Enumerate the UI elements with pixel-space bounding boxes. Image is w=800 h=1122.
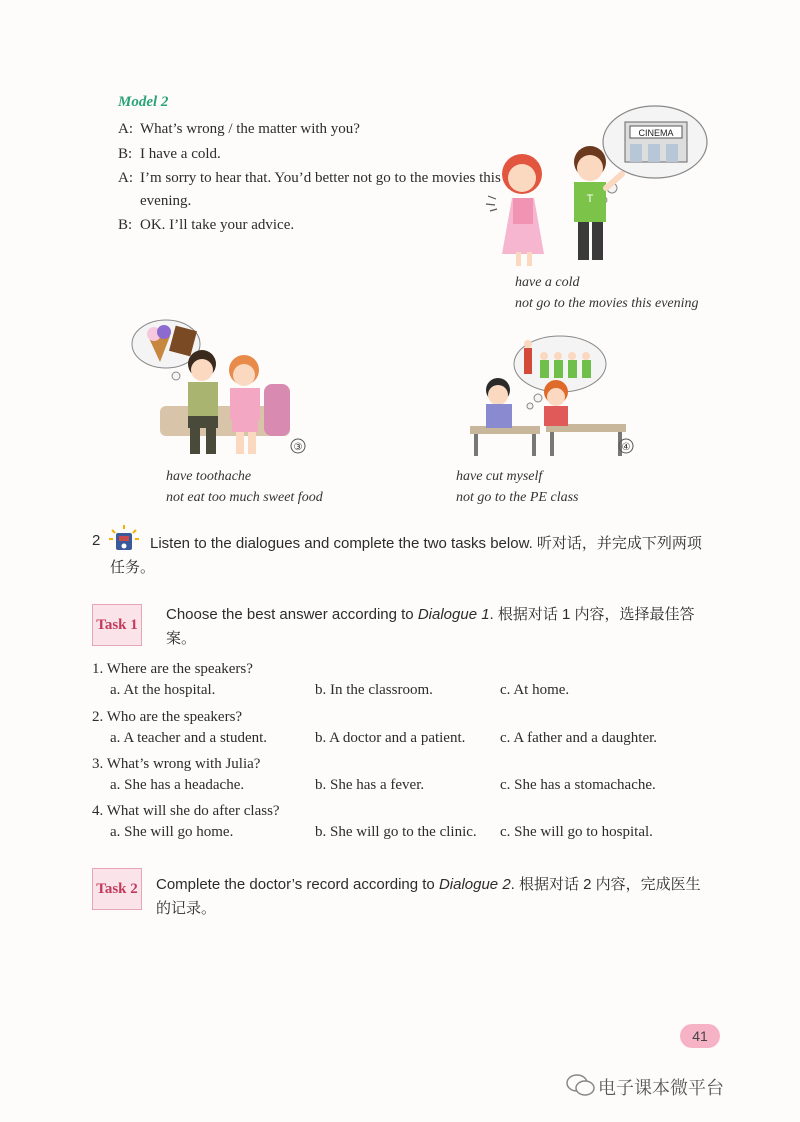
line-text: What’s wrong / the matter with you? (140, 121, 360, 137)
line-text: evening. (140, 193, 192, 209)
task2-text-after: . 根据对话 2 内容，完成医生 (510, 876, 701, 893)
task2-instruction (156, 873, 701, 894)
question-2: 2. Who are the speakers? (92, 709, 243, 725)
picture-caption-line1: have a cold (515, 275, 580, 290)
task1-text-before: Choose the best answer according to (166, 606, 418, 623)
speaker-label: B: (118, 146, 133, 162)
svg-text:T: T (586, 193, 594, 205)
option-c: c. She has a stomachache. (500, 777, 656, 793)
option-a: a. At the hospital. (110, 682, 216, 698)
task1-badge: Task 1 (92, 604, 142, 646)
exercise-instruction: Listen to the dialogues and complete the two tasks below. 听对话，并完成下列两项 (150, 535, 702, 552)
task1-dialogue: Dialogue 1 (417, 606, 490, 623)
picture-number: ③ (293, 442, 303, 453)
question-1: 1. Where are the speakers? (92, 661, 253, 677)
option-b: b. She will go to the clinic. (315, 824, 477, 840)
option-b: b. She has a fever. (315, 777, 425, 793)
picture-caption-line2: not go to the movies this evening (515, 296, 699, 311)
task2-text-before: Complete the doctor’s record according to (156, 876, 439, 893)
listening-icon (108, 524, 140, 554)
dialogue-line (118, 190, 191, 212)
cut-finger-illustration (460, 334, 640, 458)
option-c: c. A father and a daughter. (500, 730, 658, 746)
question-4: 4. What will she do after class? (92, 803, 280, 819)
line-text: I have a cold. (140, 146, 221, 162)
option-a: a. A teacher and a student. (110, 730, 268, 746)
cinema-sign: CINEMA (638, 128, 674, 138)
task2-dialogue: Dialogue 2 (438, 876, 511, 893)
exercise-number: 2 (92, 532, 101, 549)
task2-badge: Task 2 (92, 868, 142, 910)
option-c: c. At home. (500, 682, 570, 698)
exercise-instruction-cont: 任务。 (110, 559, 156, 576)
task1-instruction-cont: 案。 (166, 630, 197, 647)
picture-caption-line2: not go to the PE class (456, 490, 579, 505)
option-b: b. A doctor and a patient. (315, 730, 466, 746)
option-a: a. She has a headache. (110, 777, 245, 793)
speaker-label: A: (118, 121, 133, 137)
speaker-label: B: (118, 217, 133, 233)
toothache-illustration (130, 318, 310, 458)
cold-cinema-illustration (480, 104, 710, 269)
picture-caption-line1: have cut myself (456, 469, 543, 484)
dialogue-line (118, 214, 294, 236)
question-3: 3. What’s wrong with Julia? (92, 756, 261, 772)
task1-instruction (166, 603, 695, 624)
picture-number: ④ (621, 442, 631, 453)
dialogue-line (118, 118, 360, 140)
task1-text-after: . 根据对话 1 内容，选择最佳答 (489, 606, 695, 623)
speaker-label: A: (118, 170, 133, 186)
line-text: OK. I’ll take your advice. (140, 217, 295, 233)
wechat-icon (566, 1072, 596, 1098)
dialogue-line (118, 167, 501, 189)
picture-caption-line1: have toothache (166, 469, 252, 484)
dialogue-line (118, 143, 221, 165)
picture-caption-line2: not eat too much sweet food (166, 490, 323, 505)
model-title: Model 2 (118, 94, 169, 110)
page-number: 41 (680, 1024, 720, 1048)
option-a: a. She will go home. (110, 824, 234, 840)
option-b: b. In the classroom. (315, 682, 433, 698)
option-c: c. She will go to hospital. (500, 824, 653, 840)
task2-instruction-cont: 的记录。 (156, 900, 217, 917)
line-text: I’m sorry to hear that. You’d better not go to the movies this (140, 170, 501, 186)
watermark-text: 电子课本微平台 (598, 1078, 724, 1099)
